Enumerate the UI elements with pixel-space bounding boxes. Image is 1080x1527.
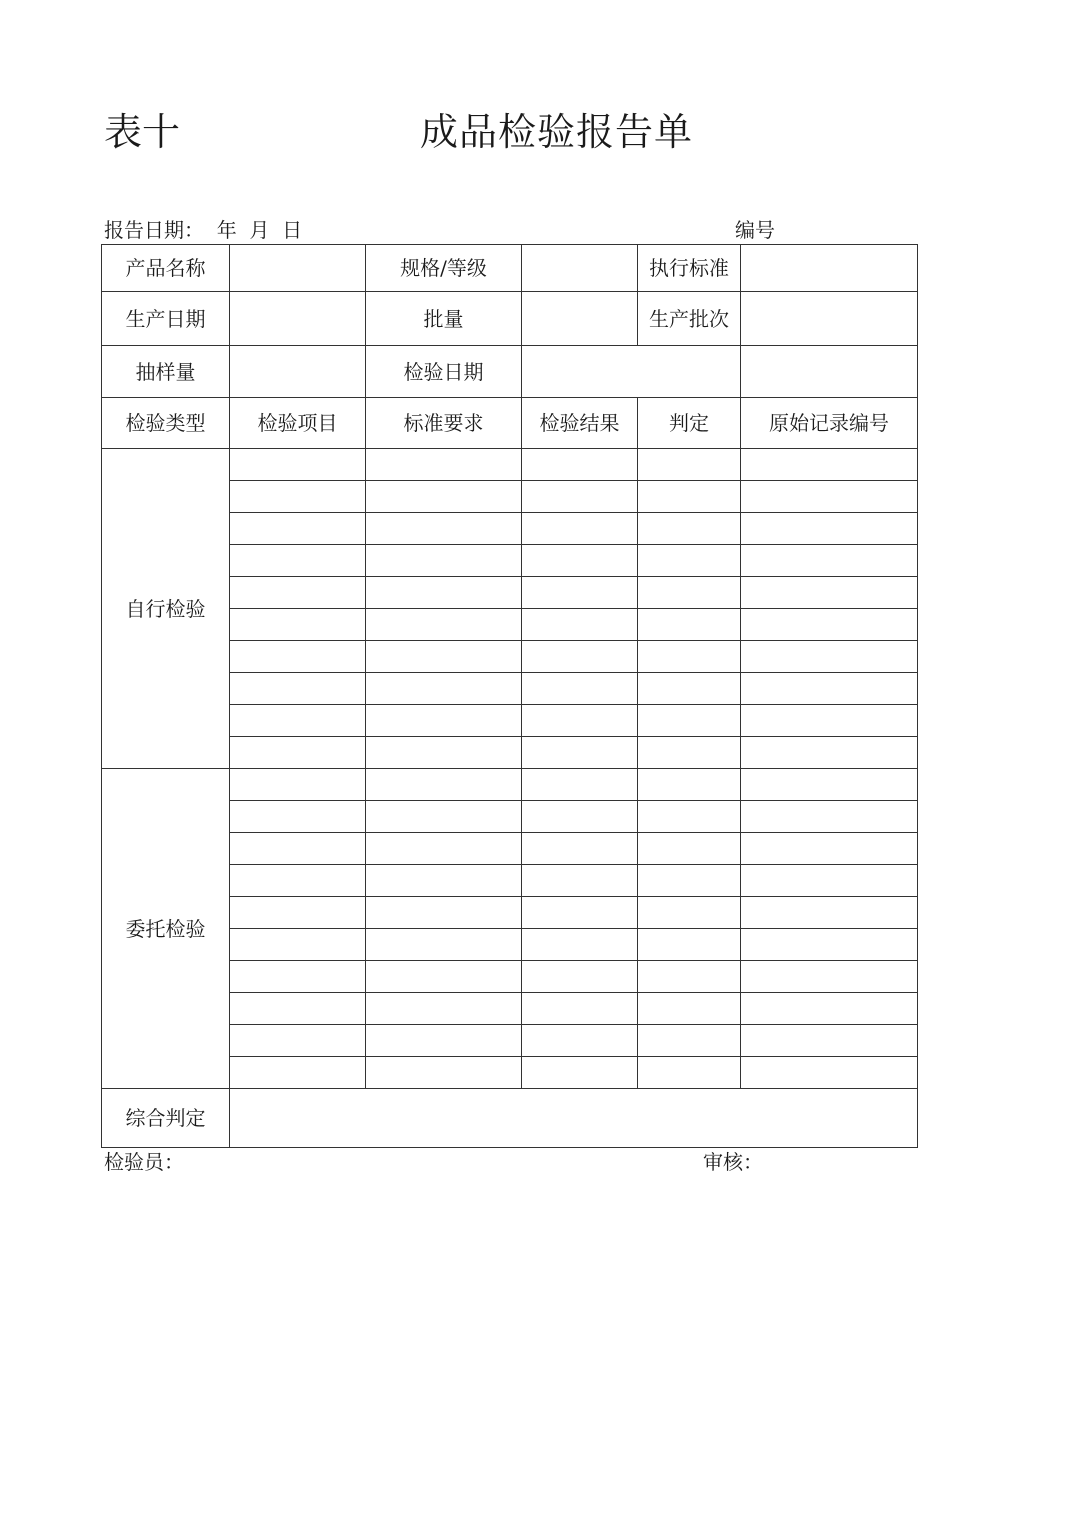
entry-cell[interactable] [638, 449, 741, 481]
entry-cell[interactable] [522, 673, 638, 705]
entry-cell[interactable] [522, 577, 638, 609]
entry-cell[interactable] [741, 993, 918, 1025]
entry-cell[interactable] [366, 545, 522, 577]
entry-cell[interactable] [230, 865, 366, 897]
entry-cell[interactable] [522, 993, 638, 1025]
entry-cell[interactable] [522, 705, 638, 737]
entry-cell[interactable] [366, 769, 522, 801]
info-label: 规格/等级 [366, 245, 522, 292]
entry-cell[interactable] [741, 545, 918, 577]
entry-cell[interactable] [230, 673, 366, 705]
page-title: 成品检验报告单 [420, 110, 694, 154]
report-number-label: 编号 [735, 218, 775, 242]
entry-cell[interactable] [230, 1025, 366, 1057]
info-row [102, 292, 918, 346]
info-label: 检验日期 [366, 346, 522, 398]
info-value-cell[interactable] [741, 346, 918, 398]
entry-cell[interactable] [741, 961, 918, 993]
self-inspection-section [102, 449, 918, 769]
entry-cell[interactable] [638, 545, 741, 577]
column-header: 检验项目 [230, 398, 366, 449]
entry-cell[interactable] [638, 577, 741, 609]
entry-cell[interactable] [230, 993, 366, 1025]
info-value-cell[interactable] [230, 346, 366, 398]
entry-cell[interactable] [741, 513, 918, 545]
entry-cell[interactable] [366, 641, 522, 673]
entry-cell[interactable] [638, 641, 741, 673]
entry-cell[interactable] [522, 545, 638, 577]
entry-cell[interactable] [366, 609, 522, 641]
entry-cell[interactable] [230, 769, 366, 801]
entry-cell[interactable] [522, 609, 638, 641]
entry-cell[interactable] [366, 673, 522, 705]
entry-cell[interactable] [522, 737, 638, 769]
entry-cell[interactable] [230, 961, 366, 993]
entry-cell[interactable] [522, 513, 638, 545]
entry-cell[interactable] [638, 705, 741, 737]
entry-cell[interactable] [522, 865, 638, 897]
entry-cell[interactable] [741, 609, 918, 641]
entrusted-inspection-section [102, 769, 918, 1089]
table-number: 表十 [104, 110, 181, 154]
overall-judgement-label: 综合判定 [102, 1089, 230, 1148]
entry-cell[interactable] [522, 481, 638, 513]
inspection-report-table [101, 244, 918, 1148]
overall-judgement-row [102, 1089, 918, 1148]
entry-cell[interactable] [741, 801, 918, 833]
entry-cell[interactable] [522, 769, 638, 801]
entry-cell[interactable] [366, 577, 522, 609]
entry-cell[interactable] [741, 1057, 918, 1089]
entry-cell[interactable] [230, 481, 366, 513]
entry-cell[interactable] [366, 481, 522, 513]
entry-cell[interactable] [741, 481, 918, 513]
entry-cell[interactable] [741, 673, 918, 705]
entry-cell[interactable] [522, 801, 638, 833]
entry-cell[interactable] [638, 737, 741, 769]
entry-cell[interactable] [638, 481, 741, 513]
entry-cell[interactable] [522, 449, 638, 481]
entry-cell[interactable] [366, 993, 522, 1025]
info-value-cell[interactable] [230, 245, 366, 292]
info-value-cell[interactable] [741, 292, 918, 346]
entry-cell[interactable] [230, 897, 366, 929]
entry-cell[interactable] [366, 833, 522, 865]
entry-cell[interactable] [638, 673, 741, 705]
column-header: 原始记录编号 [741, 398, 918, 449]
info-row [102, 346, 918, 398]
entry-cell[interactable] [230, 577, 366, 609]
entry-cell[interactable] [741, 705, 918, 737]
entry-cell[interactable] [366, 705, 522, 737]
info-value-cell[interactable] [522, 292, 638, 346]
info-value-cell[interactable] [522, 245, 638, 292]
entry-cell[interactable] [638, 1025, 741, 1057]
entry-cell[interactable] [638, 897, 741, 929]
entry-cell[interactable] [230, 513, 366, 545]
entry-cell[interactable] [522, 1025, 638, 1057]
column-header: 标准要求 [366, 398, 522, 449]
entry-cell[interactable] [366, 449, 522, 481]
entry-cell[interactable] [638, 513, 741, 545]
entry-cell[interactable] [741, 865, 918, 897]
entry-cell[interactable] [638, 865, 741, 897]
entry-cell[interactable] [230, 609, 366, 641]
entry-cell[interactable] [522, 641, 638, 673]
entry-cell[interactable] [741, 769, 918, 801]
entry-cell[interactable] [366, 929, 522, 961]
entry-cell[interactable] [638, 961, 741, 993]
entry-cell[interactable] [638, 769, 741, 801]
entry-cell[interactable] [638, 801, 741, 833]
column-header: 检验类型 [102, 398, 230, 449]
entry-cell[interactable] [741, 449, 918, 481]
column-header: 检验结果 [522, 398, 638, 449]
inspector-label: 检验员： [104, 1150, 184, 1174]
info-label: 生产日期 [102, 292, 230, 346]
entry-cell[interactable] [230, 833, 366, 865]
entry-cell[interactable] [638, 1057, 741, 1089]
entry-cell[interactable] [741, 577, 918, 609]
entry-cell[interactable] [230, 545, 366, 577]
info-label: 抽样量 [102, 346, 230, 398]
info-label: 产品名称 [102, 245, 230, 292]
entry-cell[interactable] [638, 929, 741, 961]
info-value-cell[interactable] [522, 346, 741, 398]
entry-cell[interactable] [741, 737, 918, 769]
entrusted-inspection-label: 委托检验 [102, 769, 230, 1089]
entry-cell[interactable] [366, 737, 522, 769]
entry-cell[interactable] [741, 929, 918, 961]
entry-cell[interactable] [522, 929, 638, 961]
entry-cell[interactable] [230, 705, 366, 737]
overall-judgement-cell[interactable] [230, 1089, 918, 1148]
table-row [102, 449, 918, 481]
entry-cell[interactable] [522, 897, 638, 929]
entry-cell[interactable] [230, 801, 366, 833]
entry-cell[interactable] [638, 993, 741, 1025]
info-value-cell[interactable] [230, 292, 366, 346]
entry-cell[interactable] [741, 641, 918, 673]
entry-cell[interactable] [230, 449, 366, 481]
entry-cell[interactable] [638, 833, 741, 865]
table-row [102, 769, 918, 801]
entry-cell[interactable] [366, 1025, 522, 1057]
entry-cell[interactable] [366, 1057, 522, 1089]
info-label: 执行标准 [638, 245, 741, 292]
column-header: 判定 [638, 398, 741, 449]
self-inspection-label: 自行检验 [102, 449, 230, 769]
entry-cell[interactable] [230, 1057, 366, 1089]
entry-cell[interactable] [366, 897, 522, 929]
entry-cell[interactable] [522, 1057, 638, 1089]
entry-cell[interactable] [638, 609, 741, 641]
entry-cell[interactable] [366, 513, 522, 545]
reviewer-label: 审核： [703, 1150, 763, 1174]
entry-cell[interactable] [366, 801, 522, 833]
info-value-cell[interactable] [741, 245, 918, 292]
entry-cell[interactable] [522, 961, 638, 993]
entry-cell[interactable] [522, 833, 638, 865]
entry-cell[interactable] [230, 641, 366, 673]
entry-cell[interactable] [366, 865, 522, 897]
entry-cell[interactable] [741, 897, 918, 929]
entry-cell[interactable] [230, 929, 366, 961]
entry-cell[interactable] [366, 961, 522, 993]
entry-cell[interactable] [741, 1025, 918, 1057]
info-row [102, 245, 918, 292]
info-label: 生产批次 [638, 292, 741, 346]
info-label: 批量 [366, 292, 522, 346]
report-date-line: 报告日期： 年 月 日 [104, 218, 303, 242]
entry-cell[interactable] [741, 833, 918, 865]
entry-cell[interactable] [230, 737, 366, 769]
column-header-row [102, 398, 918, 449]
